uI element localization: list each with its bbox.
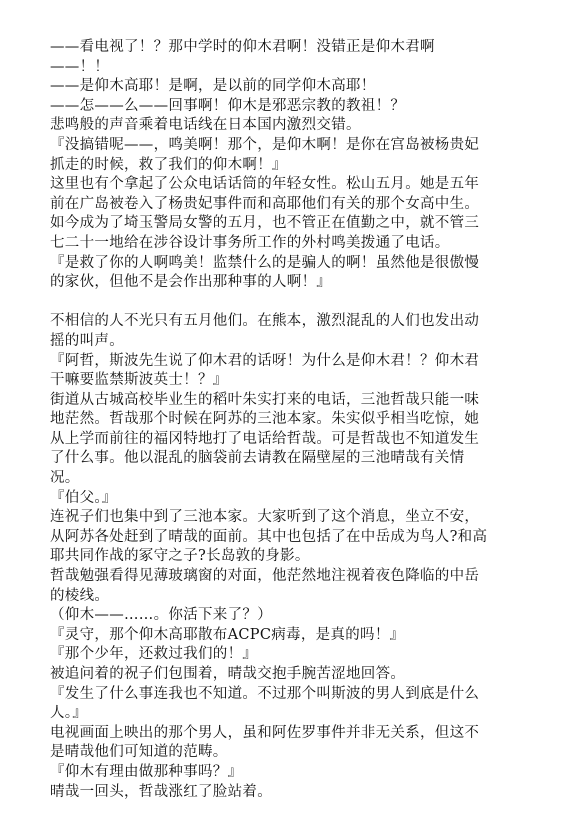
text-line: 从上学而前往的福冈特地打了电话给哲哉。可是哲哉也不知道发生: [50, 430, 480, 447]
text-line: ——是仰木高耶！是啊，是以前的同学仰木高耶！: [50, 78, 376, 95]
text-line: 『阿哲，斯波先生说了仰木君的话呀！为什么是仰木君！？仰木君: [50, 352, 480, 369]
text-line: 如今成为了埼玉警局女警的五月，也不管正在值勤之中，就不管三: [50, 215, 480, 232]
text-line: 被追问着的祝子们包围着，晴哉交抱手腕苦涩地回答。: [50, 666, 406, 682]
text-line: ——！！: [50, 58, 110, 75]
text-line: 摇的叫声。: [50, 332, 124, 349]
text-line: 『伯父。』: [50, 489, 117, 506]
text-line: 『没搞错呢——，鸣美啊！那个，是仰木啊！是你在宫岛被杨贵妃: [50, 136, 480, 153]
text-line: 干嘛要监禁斯波英士！？』: [50, 372, 228, 389]
text-line: 『灵守，那个仰木高耶散布ACPC病毒，是真的吗！』: [50, 626, 405, 643]
text-line: 人。』: [50, 705, 88, 722]
text-line: 是晴哉他们可知道的范畴。: [50, 744, 228, 761]
text-line: 晴哉一回头，哲哉涨红了脸站着。: [50, 783, 272, 800]
text-line: ——怎——么——回事啊！仰木是邪恶宗教的教祖！？: [50, 97, 406, 114]
text-line: 的家伙，但他不是会作出那种事的人啊！』: [50, 274, 332, 291]
text-line: 电视画面上映出的那个男人，虽和阿佐罗事件并非无关系，但这不: [50, 724, 480, 741]
text-line: 连祝子们也集中到了三池本家。大家听到了这个消息，坐立不安，: [50, 509, 480, 526]
text-line: 七二十一地给在涉谷设计事务所工作的外村鸣美拨通了电话。: [50, 234, 450, 251]
text-line: 『是救了你的人啊鸣美！监禁什么的是骗人的啊！虽然他是很傲慢: [50, 254, 480, 271]
text-line: 的棱线。: [50, 587, 110, 604]
text-line: 耶共同作战的冢守之子?长岛敦的身影。: [50, 548, 310, 565]
text-line: 了什么事。他以混乱的脑袋前去请教在隔壁屋的三池晴哉有关情: [50, 450, 465, 467]
document-page: [50, 38, 530, 802]
text-line: 街道从古城高校毕业生的稻叶朱实打来的电话，三池哲哉只能一味: [50, 391, 480, 408]
text-line: （仰木——……。你活下来了？）: [50, 607, 272, 624]
text-line: 悲鸣般的声音乘着电话线在日本国内激烈交错。: [50, 117, 361, 134]
text-line: 况。: [50, 470, 80, 487]
text-line: 前在广岛被卷入了杨贵妃事件而和高耶他们有关的那个女高中生。: [50, 195, 480, 212]
text-line: 不相信的人不光只有五月他们。在熊本，激烈混乱的人们也发出动: [50, 313, 480, 330]
text-line: 『那个少年，还救过我们的！』: [50, 646, 258, 663]
text-line: 抓走的时候，救了我们的仰木啊！』: [50, 156, 287, 173]
text-line: 这里也有个拿起了公众电话话筒的年轻女性。松山五月。她是五年: [50, 176, 480, 193]
text-line: ——看电视了！？那中学时的仰木君啊！没错正是仰木君啊: [50, 39, 435, 55]
text-line: 从阿苏各处赶到了晴哉的面前。其中也包括了在中岳成为鸟人?和高: [50, 528, 488, 545]
text-line: 地茫然。哲哉那个时候在阿苏的三池本家。朱实似乎相当吃惊，她: [50, 411, 480, 428]
blank-line: [50, 293, 530, 313]
text-line: 『发生了什么事连我也不知道。不过那个叫斯波的男人到底是什么: [50, 685, 480, 702]
text-line: 『仰木有理由做那种事吗？』: [50, 763, 243, 780]
text-line: 哲哉勉强看得见薄玻璃窗的对面，他茫然地注视着夜色降临的中岳: [50, 568, 480, 585]
